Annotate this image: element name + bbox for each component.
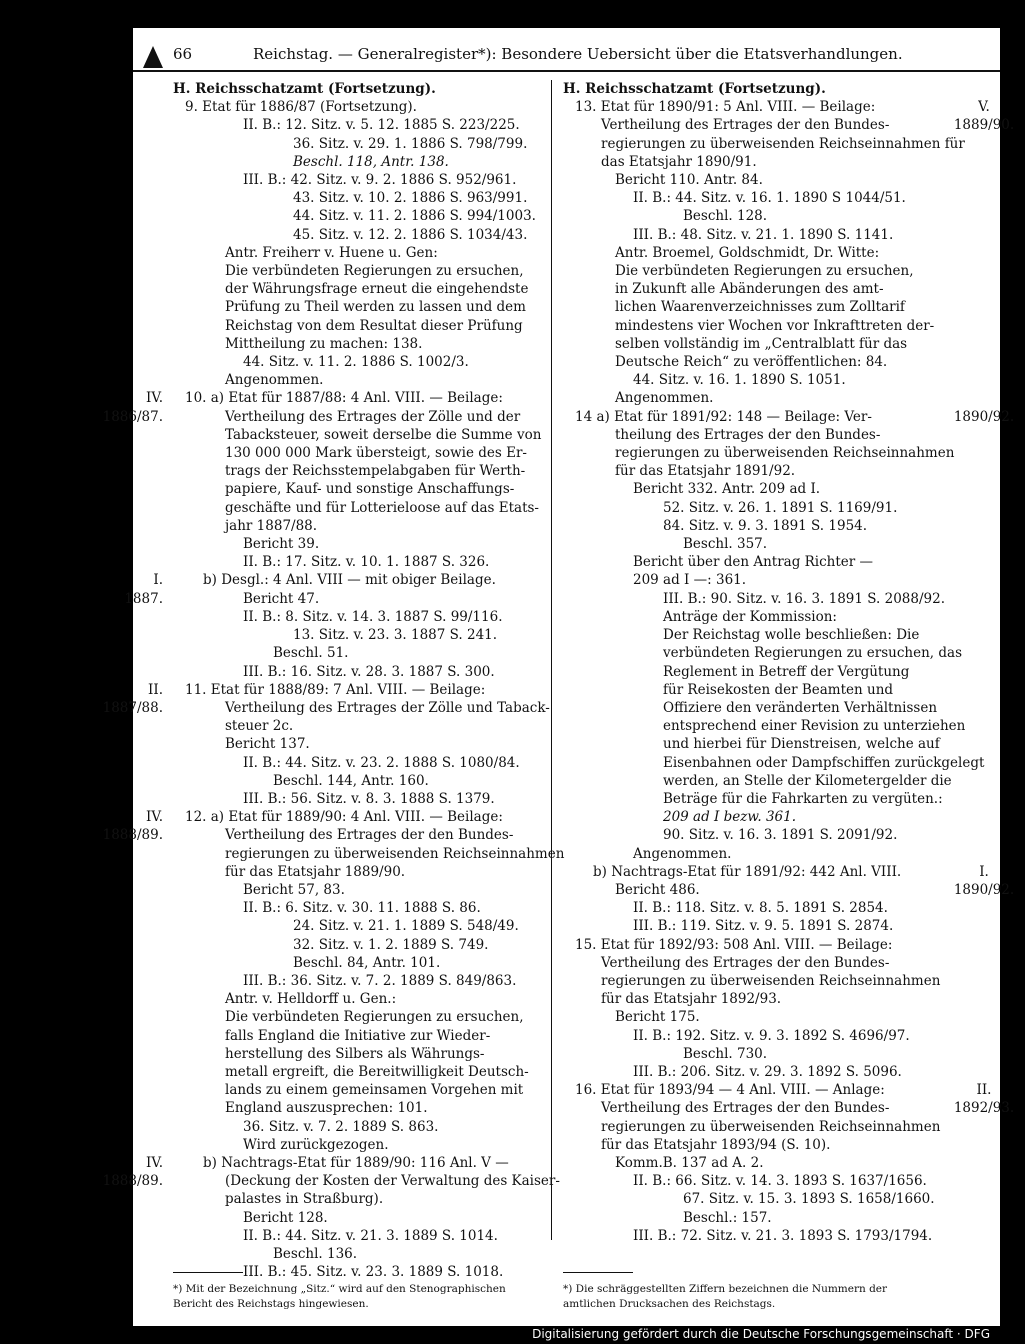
margin-note: 1890/92. bbox=[953, 408, 1015, 425]
margin-note: I. bbox=[979, 863, 989, 880]
text-line: das Etatsjahr 1890/91. bbox=[601, 153, 757, 170]
page-number: 66 bbox=[173, 45, 193, 63]
text-line: 1886/87. Vertheilung des Ertrages der Zölle und der bbox=[173, 408, 538, 426]
text-line: 13. Sitz. v. 23. 3. 1887 S. 241. bbox=[293, 627, 498, 644]
text-line: Reichstag von dem Resultat dieser Prüfung bbox=[225, 317, 523, 334]
text-line: Beschl. 118, Antr. 138. bbox=[293, 153, 449, 170]
text-line: für das Etatsjahr 1892/93. bbox=[601, 991, 782, 1008]
text-line: 1887. Bericht 47. bbox=[173, 590, 538, 608]
text-line: II. B.: 192. Sitz. v. 9. 3. 1892 S. 4696/97. bbox=[633, 1027, 910, 1044]
text-line: für das Etatsjahr 1893/94 (S. 10). bbox=[601, 1136, 831, 1153]
text-line: 32. Sitz. v. 1. 2. 1889 S. 749. bbox=[293, 936, 489, 953]
margin-note: 1889/90. bbox=[953, 117, 1015, 134]
text-line: trags der Reichsstempelabgaben für Werth- bbox=[225, 463, 526, 480]
text-line: Angenommen. bbox=[633, 845, 732, 862]
text-line: theilung des Ertrages der den Bundes- bbox=[615, 426, 881, 443]
text-line: 16. Etat für 1893/94 — 4 Anl. VIII. — Anlage: II. bbox=[563, 1081, 933, 1099]
text-line: für Reisekosten der Beamten und bbox=[663, 681, 894, 698]
text-line: Prüfung zu Theil werden zu lassen und dem bbox=[225, 299, 526, 316]
margin-note: 1887. bbox=[124, 590, 163, 607]
text-line: 36. Sitz. v. 29. 1. 1886 S. 798/799. bbox=[293, 135, 528, 152]
text-line: Beschl. 136. bbox=[273, 1246, 358, 1262]
text-line: mindestens vier Wochen vor Inkrafttreten der- bbox=[615, 317, 935, 334]
text-line: Anträge der Kommission: bbox=[663, 608, 837, 625]
text-line: I. b) Desgl.: 4 Anl. VIII — mit obiger Beilage. bbox=[173, 571, 538, 589]
text-line: III. B.: 72. Sitz. v. 21. 3. 1893 S. 1793/1794. bbox=[633, 1227, 933, 1244]
text-line: 52. Sitz. v. 26. 1. 1891 S. 1169/91. bbox=[663, 499, 898, 516]
text-line: Beschl. 357. bbox=[683, 536, 768, 553]
text-line: 14 a) Etat für 1891/92: 148 — Beilage: Ver- 1890/92. bbox=[563, 408, 933, 426]
text-line: II. B.: 12. Sitz. v. 5. 12. 1885 S. 223/225. bbox=[243, 117, 520, 134]
column-divider bbox=[551, 80, 552, 1240]
text-line: 24. Sitz. v. 21. 1. 1889 S. 548/49. bbox=[293, 918, 519, 935]
text-line: jahr 1887/88. bbox=[225, 517, 318, 534]
margin-note: II. bbox=[976, 1082, 992, 1099]
text-line: Bericht 332. Antr. 209 ad I. bbox=[633, 481, 821, 498]
margin-note: II. bbox=[148, 681, 163, 698]
text-line: II. 11. Etat für 1888/89: 7 Anl. VIII. — Beilage: bbox=[173, 681, 538, 699]
text-line: II. B.: 44. Sitz. v. 16. 1. 1890 S 1044/51. bbox=[633, 190, 906, 207]
text-line: Beschl. 144, Antr. 160. bbox=[273, 772, 429, 789]
text-line: Beträge für die Fahrkarten zu vergüten.: bbox=[663, 790, 943, 807]
text-line: und hierbei für Dienstreisen, welche auf bbox=[663, 736, 940, 753]
text-line: 209 ad I —: 361. bbox=[633, 572, 747, 589]
text-line: metall ergreift, die Bereitwilligkeit Deutsch- bbox=[225, 1063, 529, 1080]
text-line: der Währungsfrage erneut die eingehendste bbox=[225, 281, 529, 298]
text-line: 44. Sitz. v. 11. 2. 1886 S. 1002/3. bbox=[243, 354, 469, 371]
text-line: Beschl.: 157. bbox=[683, 1209, 772, 1226]
footnote-rule bbox=[173, 1272, 243, 1273]
text-line: regierungen zu überweisenden Reichseinnahmen bbox=[601, 1118, 941, 1135]
footnote-right: *) Die schräggestellten Ziffern bezeichnen die Nummern der amtlichen Drucksachen des Reichstags. bbox=[563, 1283, 888, 1310]
triangle-marker-icon bbox=[143, 46, 163, 68]
text-line: 130 000 000 Mark übersteigt, sowie des Er- bbox=[225, 445, 527, 462]
text-line: 84. Sitz. v. 9. 3. 1891 S. 1954. bbox=[663, 517, 868, 534]
text-line: III. B.: 206. Sitz. v. 29. 3. 1892 S. 5096. bbox=[633, 1063, 902, 1080]
page-header bbox=[133, 42, 1000, 72]
text-line: 9. Etat für 1886/87 (Fortsetzung). bbox=[185, 99, 417, 116]
text-line: 1888/89. (Deckung der Kosten der Verwaltung des Kaiser- bbox=[173, 1172, 538, 1190]
text-line: falls England die Initiative zur Wieder- bbox=[225, 1027, 491, 1044]
margin-note: 1887/88. bbox=[102, 699, 163, 716]
text-line: Vertheilung des Ertrages der den Bundes- bbox=[601, 954, 890, 971]
text-line: IV. 12. a) Etat für 1889/90: 4 Anl. VIII. — Beilage: bbox=[173, 808, 538, 826]
text-line: Bericht 128. bbox=[243, 1209, 328, 1226]
text-line: entsprechend einer Revision zu unterziehen bbox=[663, 718, 966, 735]
text-line: IV. 10. a) Etat für 1887/88: 4 Anl. VIII. — Beilage: bbox=[173, 389, 538, 407]
text-line: 67. Sitz. v. 15. 3. 1893 S. 1658/1660. bbox=[683, 1191, 935, 1208]
footnote-rule bbox=[563, 1272, 633, 1273]
right-section-heading: H. Reichsschatzamt (Fortsetzung). bbox=[563, 81, 826, 97]
text-line: Vertheilung des Ertrages der den Bundes- 1892/93. bbox=[563, 1099, 933, 1117]
text-line: Die verbündeten Regierungen zu ersuchen, bbox=[615, 263, 914, 280]
footnote-left: *) Mit der Bezeichnung „Sitz.“ wird auf den Stenographischen Bericht des Reichstags hingewiesen. bbox=[173, 1283, 506, 1310]
text-line: II. B.: 66. Sitz. v. 14. 3. 1893 S. 1637/1656. bbox=[633, 1173, 927, 1190]
text-line: Die verbündeten Regierungen zu ersuchen, bbox=[225, 263, 524, 280]
text-line: Offiziere den veränderten Verhältnissen bbox=[663, 699, 938, 716]
text-line: Antr. Broemel, Goldschmidt, Dr. Witte: bbox=[615, 244, 880, 261]
text-line: b) Nachtrags-Etat für 1891/92: 442 Anl. VIII. I. bbox=[563, 863, 933, 881]
text-line: regierungen zu überweisenden Reichseinnahmen für bbox=[601, 135, 965, 152]
text-line: Beschl. 51. bbox=[273, 645, 349, 662]
text-line: Bericht 57, 83. bbox=[243, 881, 345, 898]
text-line: II. B.: 17. Sitz. v. 10. 1. 1887 S. 326. bbox=[243, 554, 490, 571]
text-line: III. B.: 48. Sitz. v. 21. 1. 1890 S. 1141. bbox=[633, 226, 894, 243]
text-line: III. B.: 16. Sitz. v. 28. 3. 1887 S. 300. bbox=[243, 663, 495, 680]
text-line: Deutsche Reich“ zu veröffentlichen: 84. bbox=[615, 354, 888, 371]
text-line: lichen Waarenverzeichnisses zum Zolltarif bbox=[615, 299, 905, 316]
text-line: England auszusprechen: 101. bbox=[225, 1100, 428, 1117]
text-line: III. B.: 56. Sitz. v. 8. 3. 1888 S. 1379. bbox=[243, 790, 495, 807]
text-line: II. B.: 118. Sitz. v. 8. 5. 1891 S. 2854. bbox=[633, 900, 888, 917]
margin-note: 1890/92. bbox=[953, 881, 1015, 898]
text-line: für das Etatsjahr 1889/90. bbox=[225, 863, 406, 880]
text-line: Bericht 110. Antr. 84. bbox=[615, 172, 763, 189]
page-title: Reichstag. — Generalregister*): Besondere Uebersicht über die Etatsverhandlungen. bbox=[253, 45, 903, 63]
text-line: palastes in Straßburg). bbox=[225, 1191, 384, 1208]
text-line: Beschl. 84, Antr. 101. bbox=[293, 954, 441, 971]
text-line: Die verbündeten Regierungen zu ersuchen, bbox=[225, 1009, 524, 1026]
dfg-credit: Digitalisierung gefördert durch die Deutsche Forschungsgemeinschaft · DFG bbox=[532, 1327, 990, 1341]
margin-note: IV. bbox=[145, 1154, 163, 1171]
text-line: regierungen zu überweisenden Reichseinnahmen bbox=[601, 972, 941, 989]
page bbox=[102, 28, 1015, 1338]
text-line: regierungen zu überweisenden Reichseinnahmen bbox=[225, 845, 565, 862]
text-line: in Zukunft alle Abänderungen des amt- bbox=[615, 281, 884, 298]
margin-note: 1888/89. bbox=[102, 1173, 163, 1190]
text-line: Beschl. 730. bbox=[683, 1045, 768, 1062]
text-line: Eisenbahnen oder Dampfschiffen zurückgelegt bbox=[663, 754, 985, 771]
text-line: Wird zurückgezogen. bbox=[243, 1136, 389, 1153]
text-line: Der Reichstag wolle beschließen: Die bbox=[663, 627, 920, 644]
text-line: für das Etatsjahr 1891/92. bbox=[615, 463, 796, 480]
left-section-heading: H. Reichsschatzamt (Fortsetzung). bbox=[173, 81, 436, 97]
text-line: Bericht über den Antrag Richter — bbox=[633, 554, 874, 571]
text-line: Antr. Freiherr v. Huene u. Gen: bbox=[225, 244, 438, 261]
text-line: IV. b) Nachtrags-Etat für 1889/90: 116 Anl. V — bbox=[173, 1154, 538, 1172]
text-line: Antr. v. Helldorff u. Gen.: bbox=[225, 991, 397, 1008]
text-line: 44. Sitz. v. 11. 2. 1886 S. 994/1003. bbox=[293, 208, 536, 225]
margin-note: 1888/89. bbox=[102, 827, 163, 844]
text-line: Vertheilung des Ertrages der den Bundes- 1889/90. bbox=[563, 116, 933, 134]
text-line: selben vollständig im „Centralblatt für das bbox=[615, 335, 908, 352]
margin-note: 1892/93. bbox=[953, 1100, 1015, 1117]
text-line: II. B.: 44. Sitz. v. 23. 2. 1888 S. 1080/84. bbox=[243, 754, 520, 771]
text-line: III. B.: 36. Sitz. v. 7. 2. 1889 S. 849/863. bbox=[243, 972, 517, 989]
text-line: Komm.B. 137 ad A. 2. bbox=[615, 1154, 764, 1171]
text-line: III. B.: 90. Sitz. v. 16. 3. 1891 S. 2088/92. bbox=[663, 590, 945, 607]
text-line: herstellung des Silbers als Währungs- bbox=[225, 1045, 485, 1062]
text-line: 45. Sitz. v. 12. 2. 1886 S. 1034/43. bbox=[293, 226, 528, 243]
text-line: 44. Sitz. v. 16. 1. 1890 S. 1051. bbox=[633, 372, 846, 389]
text-line: 1887/88. Vertheilung des Ertrages der Zölle und Taback- bbox=[173, 699, 538, 717]
text-line: Bericht 137. bbox=[225, 736, 310, 753]
text-line: 15. Etat für 1892/93: 508 Anl. VIII. — Beilage: bbox=[575, 936, 893, 953]
text-line: III. B.: 42. Sitz. v. 9. 2. 1886 S. 952/961. bbox=[243, 172, 517, 189]
margin-note: 1886/87. bbox=[102, 408, 163, 425]
text-line: Beschl. 128. bbox=[683, 208, 768, 225]
text-line: papiere, Kauf- und sonstige Anschaffungs- bbox=[225, 481, 515, 498]
text-line: 1888/89. Vertheilung des Ertrages der den Bundes- bbox=[173, 826, 538, 844]
text-line: steuer 2c. bbox=[225, 718, 294, 735]
text-line: Bericht 39. bbox=[243, 536, 320, 553]
text-line: 209 ad I bezw. 361. bbox=[663, 809, 797, 826]
text-line: 90. Sitz. v. 16. 3. 1891 S. 2091/92. bbox=[663, 827, 898, 844]
text-line: III. B.: 45. Sitz. v. 23. 3. 1889 S. 1018. bbox=[243, 1264, 504, 1281]
text-line: lands zu einem gemeinsamen Vorgehen mit bbox=[225, 1082, 524, 1099]
text-line: Angenommen. bbox=[615, 390, 714, 407]
text-line: Tabacksteuer, soweit derselbe die Summe von bbox=[225, 426, 542, 443]
margin-note: I. bbox=[153, 572, 163, 589]
text-line: werden, an Stelle der Kilometergelder die bbox=[663, 772, 952, 789]
text-line: Angenommen. bbox=[225, 372, 324, 389]
text-line: II. B.: 8. Sitz. v. 14. 3. 1887 S. 99/116. bbox=[243, 608, 503, 625]
margin-note: V. bbox=[978, 99, 990, 116]
text-line: II. B.: 44. Sitz. v. 21. 3. 1889 S. 1014. bbox=[243, 1227, 498, 1244]
text-line: Bericht 175. bbox=[615, 1009, 700, 1026]
text-line: Mittheilung zu machen: 138. bbox=[225, 335, 423, 352]
text-line: 13. Etat für 1890/91: 5 Anl. VIII. — Beilage: V. bbox=[563, 98, 933, 116]
text-line: II. B.: 6. Sitz. v. 30. 11. 1888 S. 86. bbox=[243, 900, 481, 917]
text-line: verbündeten Regierungen zu ersuchen, das bbox=[663, 645, 962, 662]
text-line: 36. Sitz. v. 7. 2. 1889 S. 863. bbox=[243, 1118, 439, 1135]
text-line: 43. Sitz. v. 10. 2. 1886 S. 963/991. bbox=[293, 190, 528, 207]
text-line: Reglement in Betreff der Vergütung bbox=[663, 663, 910, 680]
margin-note: IV. bbox=[145, 390, 163, 407]
right-column bbox=[563, 80, 1015, 1245]
text-line: regierungen zu überweisenden Reichseinnahmen bbox=[615, 445, 955, 462]
text-line: Bericht 486. 1890/92. bbox=[563, 881, 933, 899]
text-line: geschäfte und für Lotterieloose auf das Etats- bbox=[225, 499, 539, 516]
margin-note: IV. bbox=[145, 809, 163, 826]
left-column bbox=[102, 80, 565, 1281]
text-line: III. B.: 119. Sitz. v. 9. 5. 1891 S. 2874. bbox=[633, 918, 894, 935]
